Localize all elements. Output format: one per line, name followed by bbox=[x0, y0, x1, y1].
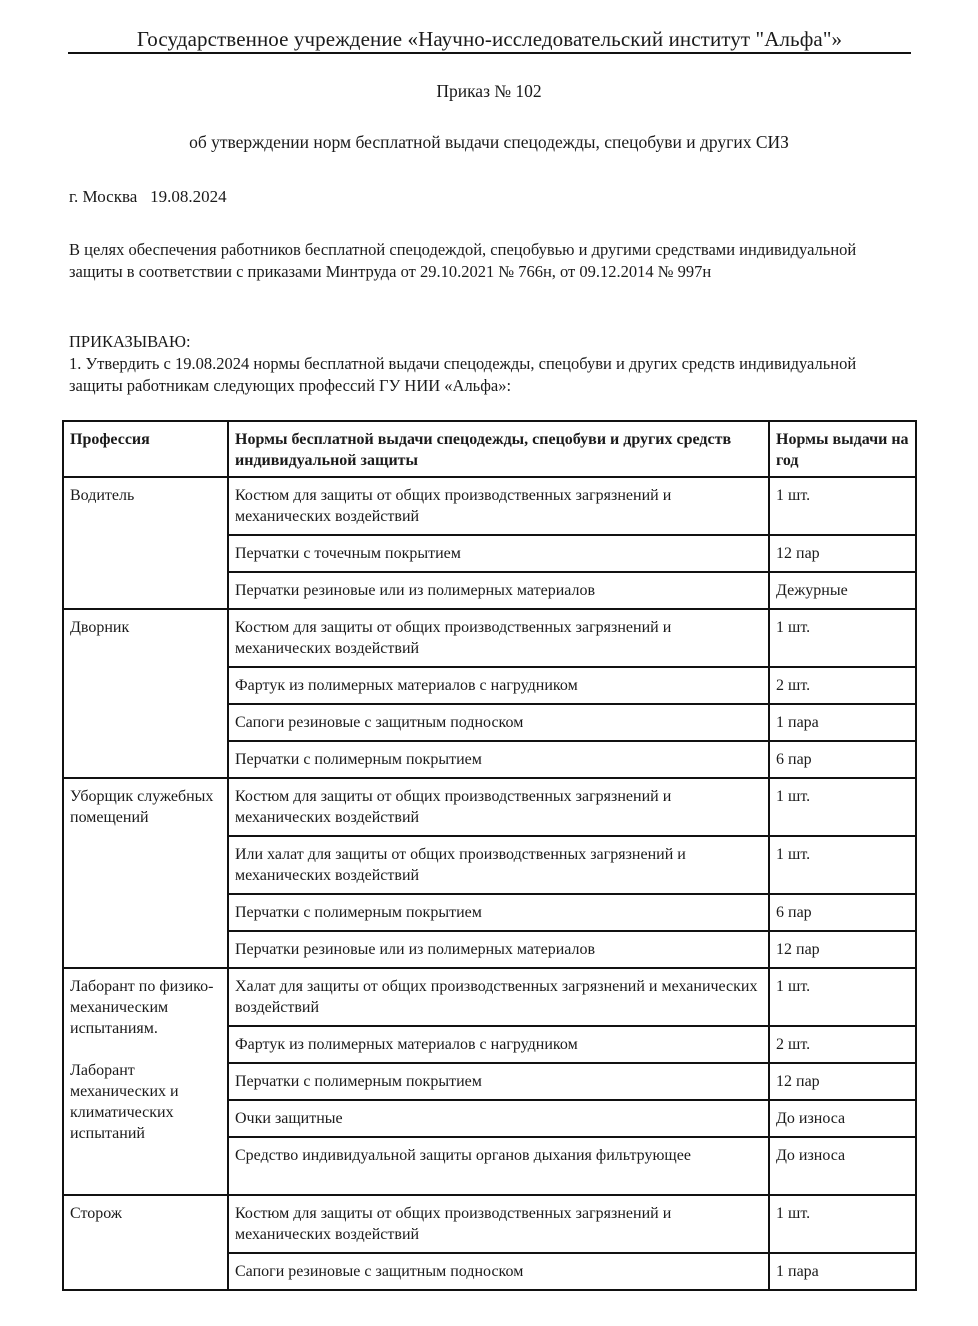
header-profession: Профессия bbox=[63, 421, 228, 477]
norm-cell: 2 шт. bbox=[769, 1026, 916, 1063]
profession-cell: Сторож bbox=[63, 1195, 228, 1290]
norm-cell: Дежурные bbox=[769, 572, 916, 609]
norm-cell: До износа bbox=[769, 1137, 916, 1195]
ppe-norms-table bbox=[62, 420, 917, 1291]
decree-block bbox=[69, 331, 909, 397]
table-row bbox=[63, 778, 916, 836]
decree-word: ПРИКАЗЫВАЮ: bbox=[69, 332, 191, 351]
item-cell: Фартук из полимерных материалов с нагрудником bbox=[228, 1026, 769, 1063]
item-cell: Перчатки с полимерным покрытием bbox=[228, 894, 769, 931]
header-annual-norm: Нормы выдачи на год bbox=[769, 421, 916, 477]
norm-cell: 12 пар bbox=[769, 535, 916, 572]
table-row bbox=[63, 968, 916, 1026]
clause-1: 1. Утвердить с 19.08.2024 нормы бесплатной выдачи спецодежды, спецобуви и других средств индивидуальной защиты работникам следующих профессий ГУ НИИ «Альфа»: bbox=[69, 354, 857, 395]
norm-cell: 1 пара bbox=[769, 1253, 916, 1290]
norm-cell: 2 шт. bbox=[769, 667, 916, 704]
item-cell: Костюм для защиты от общих производственных загрязнений и механических воздействий bbox=[228, 477, 769, 535]
preamble: В целях обеспечения работников бесплатной спецодеждой, спецобувью и другими средствами индивидуальной защиты в соответствии с приказами Минтруда от 29.10.2021 № 766н, от 09.12.2014 № 997н bbox=[69, 240, 857, 281]
order-subject: об утверждении норм бесплатной выдачи спецодежды, спецобуви и других СИЗ bbox=[189, 132, 789, 152]
norm-cell: 6 пар bbox=[769, 741, 916, 778]
item-cell: Перчатки с полимерным покрытием bbox=[228, 1063, 769, 1100]
item-cell: Средство индивидуальной защиты органов дыхания фильтрующее bbox=[228, 1137, 769, 1195]
date: 19.08.2024 bbox=[150, 187, 227, 206]
norm-cell: 12 пар bbox=[769, 1063, 916, 1100]
norm-cell: 1 шт. bbox=[769, 609, 916, 667]
profession-cell bbox=[63, 968, 228, 1195]
place: г. Москва bbox=[69, 187, 138, 206]
item-cell: Перчатки с полимерным покрытием bbox=[228, 741, 769, 778]
norm-cell: 1 пара bbox=[769, 704, 916, 741]
item-cell: Перчатки с точечным покрытием bbox=[228, 535, 769, 572]
profession-cell: Уборщик служебных помещений bbox=[63, 778, 228, 968]
norm-cell: 1 шт. bbox=[769, 1195, 916, 1253]
item-cell: Сапоги резиновые с защитным подноском bbox=[228, 704, 769, 741]
profession-cell: Дворник bbox=[63, 609, 228, 778]
order-title: Приказ № 102 bbox=[436, 81, 542, 101]
item-cell: Костюм для защиты от общих производственных загрязнений и механических воздействий bbox=[228, 1195, 769, 1253]
table-row bbox=[63, 477, 916, 535]
norm-cell: 12 пар bbox=[769, 931, 916, 968]
norm-cell: До износа bbox=[769, 1100, 916, 1137]
item-cell: Перчатки резиновые или из полимерных материалов bbox=[228, 931, 769, 968]
item-cell: Костюм для защиты от общих производственных загрязнений и механических воздействий bbox=[228, 778, 769, 836]
norm-cell: 1 шт. bbox=[769, 477, 916, 535]
profession-name-2: Лаборант механических и климатических испытаний bbox=[70, 1062, 179, 1142]
norm-cell: 1 шт. bbox=[769, 968, 916, 1026]
norm-cell: 1 шт. bbox=[769, 778, 916, 836]
item-cell: Халат для защиты от общих производственных загрязнений и механических воздействий bbox=[228, 968, 769, 1026]
item-cell: Или халат для защиты от общих производственных загрязнений и механических воздействий bbox=[228, 836, 769, 894]
profession-cell: Водитель bbox=[63, 477, 228, 609]
place-date bbox=[69, 186, 227, 208]
table-row bbox=[63, 1195, 916, 1253]
norm-cell: 6 пар bbox=[769, 894, 916, 931]
item-cell: Фартук из полимерных материалов с нагрудником bbox=[228, 667, 769, 704]
item-cell: Костюм для защиты от общих производственных загрязнений и механических воздействий bbox=[228, 609, 769, 667]
item-cell: Перчатки резиновые или из полимерных материалов bbox=[228, 572, 769, 609]
profession-name: Лаборант по физико-механическим испытаниям. bbox=[70, 978, 214, 1037]
table-header-row bbox=[63, 421, 916, 477]
table-row bbox=[63, 609, 916, 667]
organization-header: Государственное учреждение «Научно-исследовательский институт "Альфа"» bbox=[68, 26, 911, 54]
norm-cell: 1 шт. bbox=[769, 836, 916, 894]
item-cell: Очки защитные bbox=[228, 1100, 769, 1137]
header-norms-description: Нормы бесплатной выдачи спецодежды, спецобуви и других средств индивидуальной защиты bbox=[228, 421, 769, 477]
item-cell: Сапоги резиновые с защитным подноском bbox=[228, 1253, 769, 1290]
